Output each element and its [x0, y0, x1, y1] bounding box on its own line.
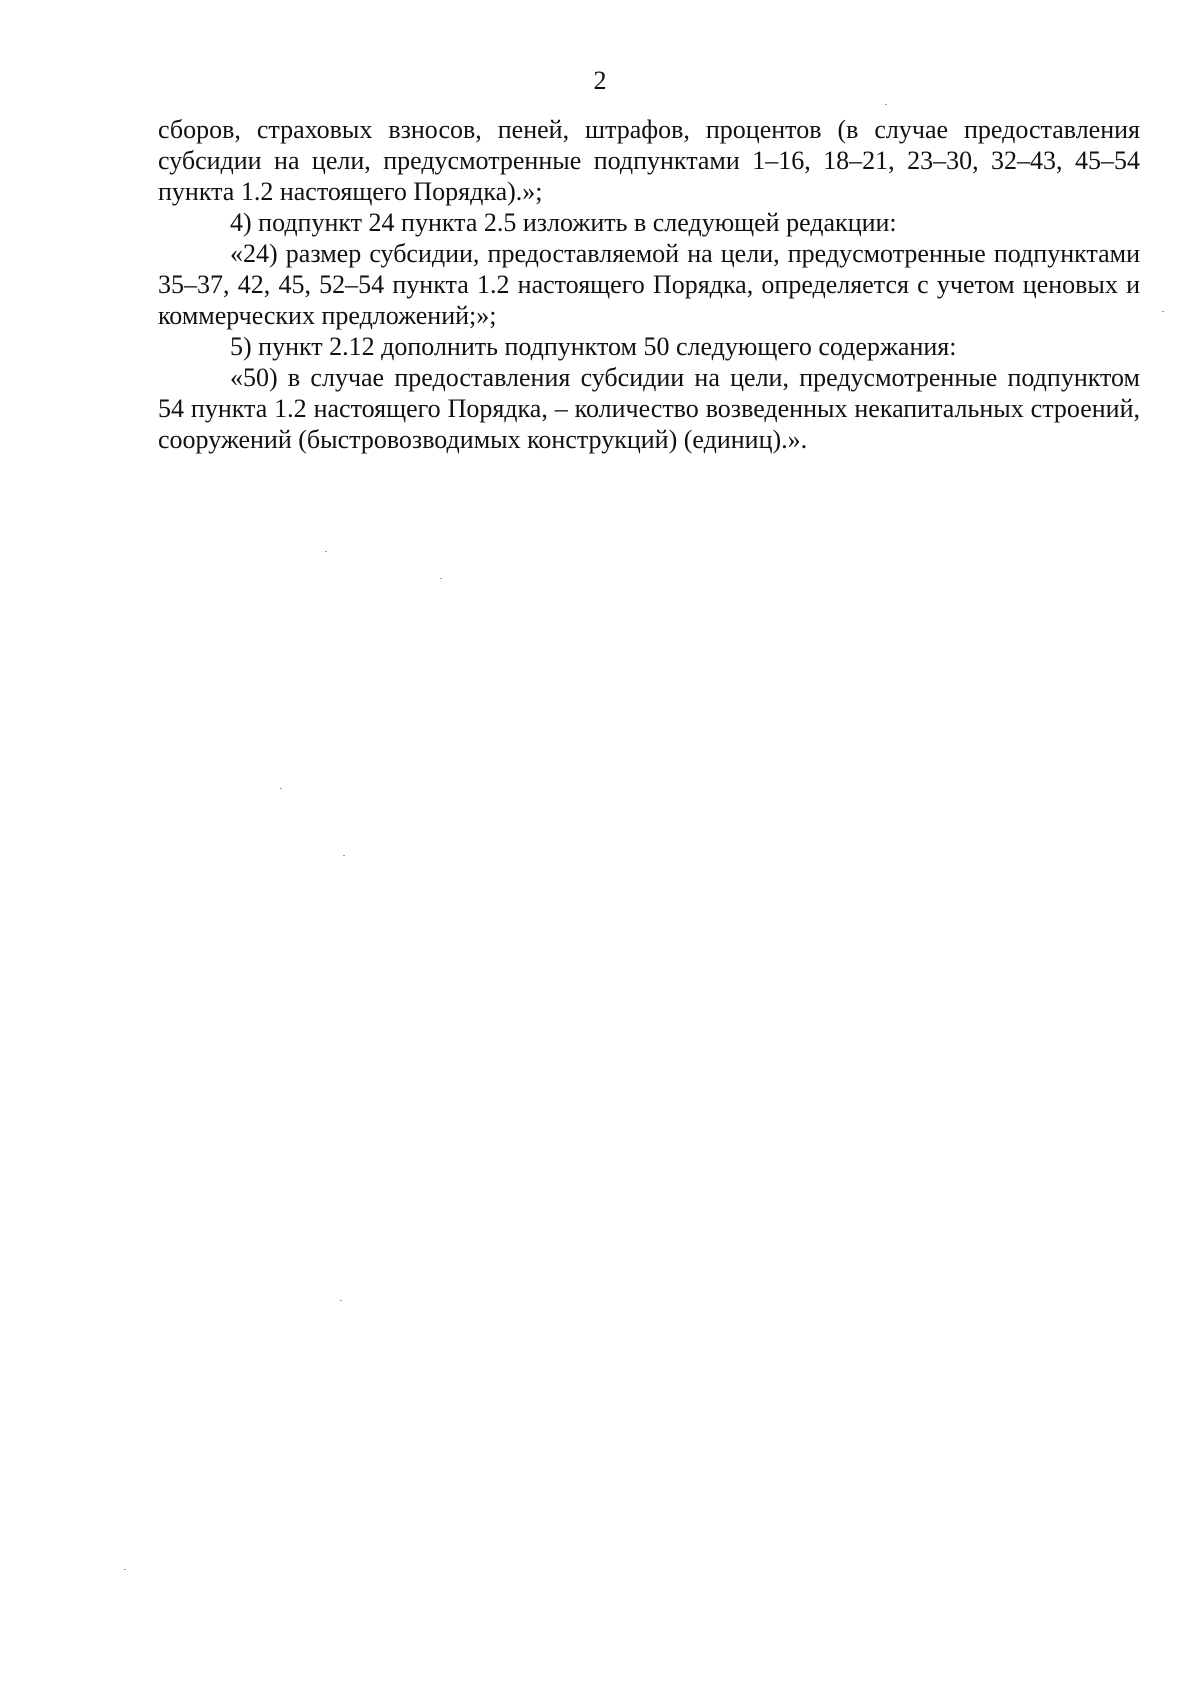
paragraph-item-5: 5) пункт 2.12 дополнить подпунктом 50 следующего содержания:	[230, 332, 957, 361]
scan-speck	[1162, 311, 1164, 312]
scan-speck	[343, 855, 345, 856]
scan-speck	[280, 788, 282, 789]
paragraph-subitem-24: «24) размер субсидии, предоставляемой на цели, предусмотренные подпунктами 35–37, 42, 45, 52–54 пункта 1.2 настоящего Порядка, определяется с учетом ценовых и коммерческих предложений;»;	[158, 239, 1140, 330]
page-number: 2	[593, 66, 607, 95]
paragraph-item-4: 4) подпункт 24 пункта 2.5 изложить в следующей редакции:	[230, 208, 897, 237]
scan-speck	[124, 1569, 126, 1570]
scan-speck	[440, 578, 442, 579]
document-body	[158, 114, 1140, 455]
paragraph-continuation: сборов, страховых взносов, пеней, штрафов, процентов (в случае предоставления субсидии на цели, предусмотренные подпунктами 1–16, 18–21, 23–30, 32–43, 45–54 пункта 1.2 настоящего Порядка).»;	[158, 115, 1140, 206]
paragraph-subitem-50: «50) в случае предоставления субсидии на цели, предусмотренные подпунктом 54 пункта 1.2 настоящего Порядка, – количество возведенных некапитальных строений, сооружений (быстровозводимых конструкций) (единиц).».	[158, 363, 1140, 454]
scan-speck	[340, 1300, 342, 1301]
scan-speck	[885, 104, 887, 105]
scan-speck	[325, 551, 327, 552]
